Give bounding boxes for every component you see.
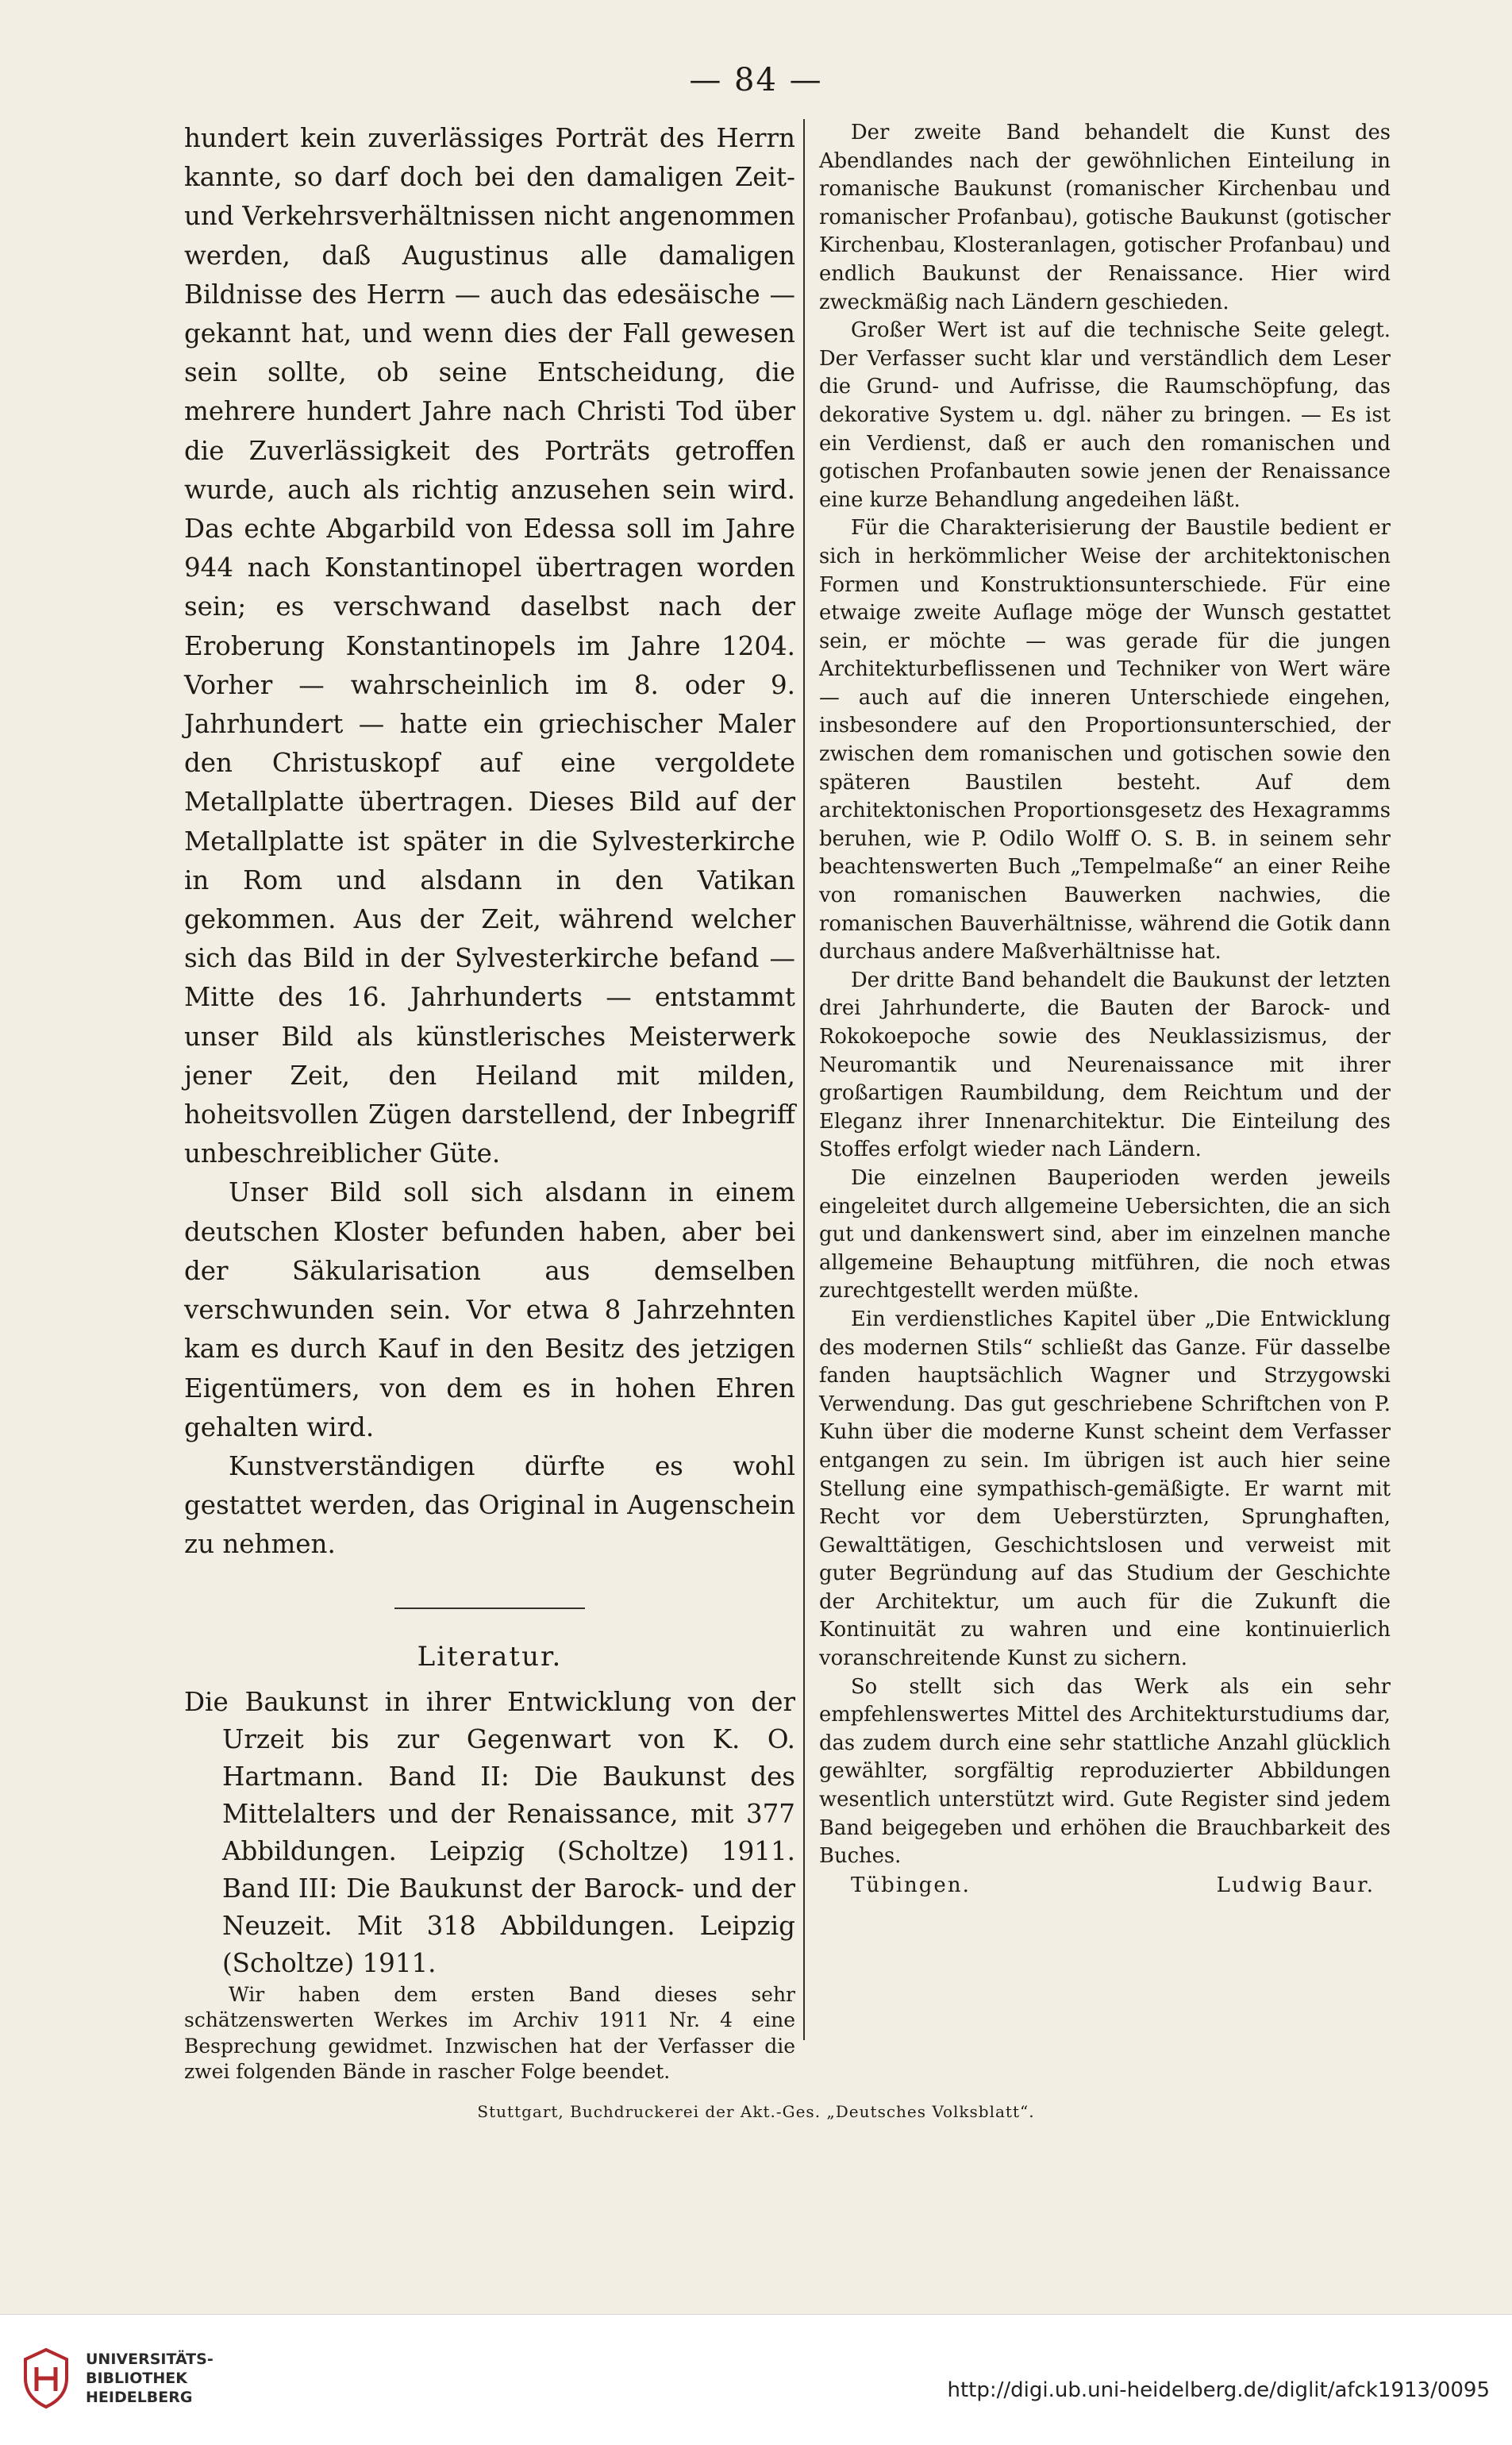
footer-bar <box>0 2314 1512 2445</box>
left-column <box>184 119 795 2085</box>
signature <box>819 1871 1391 1900</box>
literature-note: Wir haben dem ersten Band dieses sehr schätzenswerten Werkes im Archiv 1911 Nr. 4 eine Besprechung gewidmet. Inzwischen hat der Verfasser die zwei folgenden Bände in rascher Folge beendet. <box>184 1982 795 2084</box>
right-paragraph-3: Für die Charakterisierung der Baustile bedient er sich in herkömmlicher Weise der architektonischen Formen und Konstruktionsunterschiede. Für eine etwaige zweite Auflage möge der Wunsch gestattet sein, er möchte — was gerade für die jungen Architekturbeflissenen und Techniker von Wert wäre — auch auf die inneren Unterschiede eingehen, insbesondere auf den Proportionsunterschied, der zwischen dem romanischen und gotischen sowie den späteren Baustilen besteht. Auf dem architektonischen Proportionsgesetz des Hexagramms beruhen, wie P. Odilo Wolff O. S. B. in seinem sehr beachtenswerten Buch „Tempelmaße“ an einer Reihe von romanischen Bauwerken nachwies, die romanischen Bauverhältnisse, während die Gotik dann durchaus andere Maßverhältnisse hat. <box>819 516 1391 965</box>
right-column <box>819 119 1391 1900</box>
left-paragraph-3: Kunstverständigen dürfte es wohl gestattet werden, das Original in Augenschein zu nehmen. <box>184 1450 795 1560</box>
right-paragraph-6: Ein verdienstliches Kapitel über „Die Entwicklung des modernen Stils“ schließt das Ganze. Für dasselbe fanden hauptsächlich Wagner und Strzygowski Verwendung. Das gut geschriebene Schriftchen von P. Kuhn über die moderne Kunst scheint dem Verfasser entgangen zu sein. Im übrigen ist auch hier seine Stellung eine sympathisch-gemäßigte. Er warnt mit Recht vor dem Ueberstürzten, Sprunghaften, Gewalttätigen, Geschichtslosen und verweist mit guter Begründung auf das Studium der Geschichte der Architektur, um auch für die Zukunft die Kontinuität zu wahren und eine kontinuierlich voranschreitende Kunst zu sichern. <box>819 1307 1391 1671</box>
right-paragraph-4: Der dritte Band behandelt die Baukunst der letzten drei Jahrhunderte, die Bauten der Barock- und Rokokoepoche sowie des Neuklassizismus, der Neuromantik und Neurenaissance mit ihrer großartigen Raumbildung, dem Reichtum und der Eleganz ihrer Innenarchitektur. Die Einteilung des Stoffes erfolgt wieder nach Ländern. <box>819 968 1391 1162</box>
page-number: — 84 — <box>689 62 823 98</box>
heidelberg-university-library-logo <box>19 2347 73 2410</box>
section-divider <box>394 1608 585 1609</box>
right-paragraph-1: Der zweite Band behandelt die Kunst des Abendlandes nach der gewöhnlichen Einteilung in romanische Baukunst (romanischer Kirchenbau und romanischer Profanbau), gotische Baukunst (gotischer Kirchenbau, Klosteranlagen, gotischer Profanbau) und endlich Baukunst der Renaissance. Hier wird zweckmäßig nach Ländern geschieden. <box>819 121 1391 314</box>
institution-name: UNIVERSITÄTS- BIBLIOTHEK HEIDELBERG <box>86 2351 214 2406</box>
signature-place: Tübingen. <box>851 1873 971 1897</box>
column-rule <box>803 119 805 2040</box>
right-paragraph-5: Die einzelnen Bauperioden werden jeweils eingeleitet durch allgemeine Uebersichten, die an sich gut und dankenswert sind, aber im einzelnen manche allgemeine Behauptung mitführen, die noch etwas zurechtgestellt werden müßte. <box>819 1165 1391 1303</box>
left-paragraph-1: hundert kein zuverlässiges Porträt des Herrn kannte, so darf doch bei den damaligen Zeit- und Verkehrsverhältnissen nicht angenommen werden, daß Augustinus alle damaligen Bildnisse des Herrn — auch das edesäische — gekannt hat, und wenn dies der Fall gewesen sein sollte, ob seine Entscheidung, die mehrere hundert Jahre nach Christi Tod über die Zuverlässigkeit des Porträts getroffen wurde, auch als richtig anzusehen sein wird. Das echte Abgarbild von Edessa soll im Jahre 944 nach Konstantinopel übertragen worden sein; es verschwand daselbst nach der Eroberung Konstantinopels im Jahre 1204. Vorher — wahrscheinlich im 8. oder 9. Jahrhundert — hatte ein griechischer Maler den Christuskopf auf eine vergoldete Metallplatte übertragen. Dieses Bild auf der Metallplatte ist später in die Sylvesterkirche in Rom und alsdann in den Vatikan gekommen. Aus der Zeit, während welcher sich das Bild in der Sylvesterkirche befand — Mitte des 16. Jahrhunderts — entstammt unser Bild als künstlerisches Meisterwerk jener Zeit, den Heiland mit milden, hoheitsvollen Zügen darstellend, der Inbegriff unbeschreiblicher Güte. <box>184 123 795 1169</box>
literature-heading: Literatur. <box>417 1640 563 1673</box>
source-url-link[interactable]: http://digi.ub.uni-heidelberg.de/diglit/afck1913/0095 <box>947 2378 1490 2402</box>
left-paragraph-2: Unser Bild soll sich alsdann in einem deutschen Kloster befunden haben, aber bei der Säkularisation aus demselben verschwunden sein. Vor etwa 8 Jahrzehnten kam es durch Kauf in den Besitz des jetzigen Eigentümers, von dem es in hohen Ehren gehalten wird. <box>184 1177 795 1442</box>
literature-entry: Die Baukunst in ihrer Entwicklung von der Urzeit bis zur Gegenwart von K. O. Hartmann. Band II: Die Baukunst des Mittelalters und der Renaissance, mit 377 Abbildungen. Leipzig (Scholtze) 1911. Band III: Die Baukunst der Barock- und der Neuzeit. Mit 318 Abbildungen. Leipzig (Scholtze) 1911. <box>184 1686 795 1978</box>
right-paragraph-7: So stellt sich das Werk als ein sehr empfehlenswertes Mittel des Architekturstudiums dar, das zudem durch eine sehr stattliche Anzahl glücklich gewählter, sorgfältig reproduzierter Abbildungen wesentlich unterstützt wird. Gute Register sind jedem Band beigegeben und erhöhen die Brauchbarkeit des Buches. <box>819 1674 1391 1869</box>
printer-imprint: Stuttgart, Buchdruckerei der Akt.-Ges. „Deutsches Volksblatt“. <box>477 2102 1035 2121</box>
signature-name: Ludwig Baur. <box>1216 1873 1375 1897</box>
right-paragraph-2: Großer Wert ist auf die technische Seite gelegt. Der Verfasser sucht klar und verständlich dem Leser die Grund- und Aufrisse, die Raumschöpfung, das dekorative System u. dgl. näher zu bringen. — Es ist ein Verdienst, daß er auch den romanischen und gotischen Profanbauten sowie jenen der Renaissance eine kurze Behandlung angedeihen läßt. <box>819 318 1391 512</box>
